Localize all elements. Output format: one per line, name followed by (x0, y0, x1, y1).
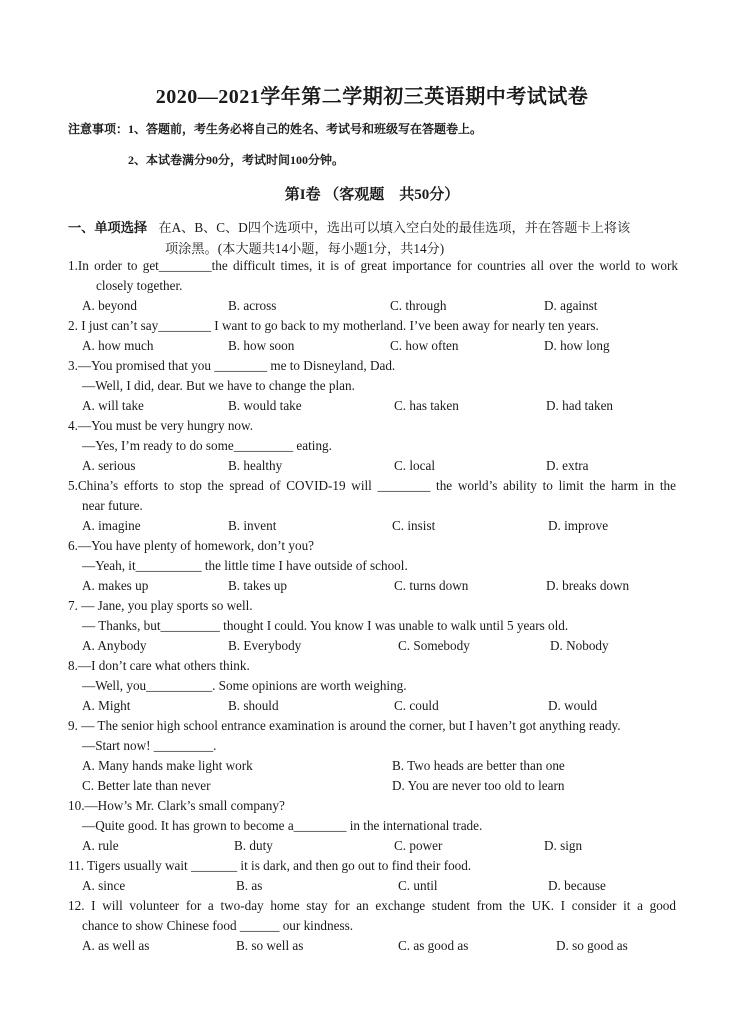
question-5-stem-line-2: near future. (82, 498, 143, 513)
question-5-option-c: C. insist (392, 518, 436, 533)
exam-title: 2020—2021学年第二学期初三英语期中考试试卷 (155, 86, 589, 108)
question-4-option-c: C. local (394, 458, 436, 473)
question-10-stem-line-1: 10.—How’s Mr. Clark’s small company? (68, 798, 285, 813)
question-2-stem-line-1: 2. I just can’t say________ I want to go back to my motherland. I’ve been away for nearly ten years. (68, 318, 599, 333)
question-7-stem-line-1: 7. — Jane, you play sports so well. (68, 598, 253, 613)
question-9-option-b: B. Two heads are better than one (392, 758, 565, 773)
question-9-option-a: A. Many hands make light work (82, 758, 253, 773)
question-8-stem-line-2: —Well, you__________. Some opinions are worth weighing. (82, 678, 407, 693)
question-4-option-a: A. serious (82, 458, 136, 473)
question-7-option-c: C. Somebody (398, 638, 470, 653)
question-7-option-a: A. Anybody (82, 638, 147, 653)
question-8-option-a: A. Might (82, 698, 131, 713)
question-3-option-a: A. will take (82, 398, 144, 413)
question-11-option-c: C. until (398, 878, 438, 893)
question-11-option-d: D. because (548, 878, 606, 893)
question-6-option-d: D. breaks down (546, 578, 630, 593)
question-5-stem-line-1: 5.China’s efforts to stop the spread of COVID-19 will ________ the world’s ability to limit the harm in the (68, 478, 676, 493)
question-10-option-a: A. rule (82, 838, 119, 853)
question-2-option-b: B. how soon (228, 338, 295, 353)
question-12-option-c: C. as good as (398, 938, 469, 953)
question-2-option-d: D. how long (544, 338, 610, 353)
question-5-option-d: D. improve (548, 518, 609, 533)
instruction-note-1: 注意事项：1、答题前，考生务必将自己的姓名、考试号和班级写在答题卷上。 (68, 122, 483, 136)
question-4-stem-line-2: —Yes, I’m ready to do some_________ eating. (82, 438, 332, 453)
part-heading: 第I卷 （客观题 共50分） (284, 187, 460, 203)
section-instruction-line-2: 项涂黑。(本大题共14小题，每小题1分，共14分) (165, 241, 445, 256)
question-11-option-a: A. since (82, 878, 126, 893)
question-1-option-b: B. across (228, 298, 277, 313)
question-4-stem-line-1: 4.—You must be very hungry now. (68, 418, 253, 433)
instruction-note-2: 2、本试卷满分90分，考试时间100分钟。 (128, 153, 345, 167)
question-7-stem-line-2: — Thanks, but_________ thought I could. You know I was unable to walk until 5 years old. (82, 618, 569, 633)
section-heading: 一、单项选择 (68, 220, 148, 235)
question-4-option-d: D. extra (546, 458, 589, 473)
question-6-stem-line-2: —Yeah, it__________ the little time I have outside of school. (82, 558, 408, 573)
question-12-option-b: B. so well as (236, 938, 304, 953)
question-9-option-d: D. You are never too old to learn (392, 778, 565, 793)
question-1-option-a: A. beyond (82, 298, 137, 313)
question-6-stem-line-1: 6.—You have plenty of homework, don’t you? (68, 538, 315, 553)
question-12-stem-line-2: chance to show Chinese food ______ our kindness. (82, 918, 354, 933)
section-instructions (68, 217, 630, 236)
question-10-stem-line-2: —Quite good. It has grown to become a________ in the international trade. (82, 818, 483, 833)
question-4-option-b: B. healthy (228, 458, 283, 473)
question-12-stem-line-1: 12. I will volunteer for a two-day home stay for an exchange student from the UK. I consider it a good (68, 898, 676, 913)
question-1-option-d: D. against (544, 298, 598, 313)
question-9-stem-line-2: —Start now! _________. (82, 738, 217, 753)
question-8-option-b: B. should (228, 698, 279, 713)
question-6-option-b: B. takes up (228, 578, 287, 593)
question-1-option-c: C. through (390, 298, 447, 313)
question-7-option-d: D. Nobody (550, 638, 609, 653)
question-8-option-d: D. would (548, 698, 598, 713)
question-11-option-b: B. as (236, 878, 263, 893)
question-10-option-d: D. sign (544, 838, 583, 853)
question-3-stem-line-2: —Well, I did, dear. But we have to change the plan. (82, 378, 355, 393)
question-1-stem-line-2: closely together. (96, 278, 183, 293)
question-10-option-b: B. duty (234, 838, 273, 853)
question-2-option-a: A. how much (82, 338, 154, 353)
question-5-option-a: A. imagine (82, 518, 141, 533)
question-12-option-d: D. so good as (556, 938, 628, 953)
question-3-stem-line-1: 3.—You promised that you ________ me to Disneyland, Dad. (68, 358, 396, 373)
question-5-option-b: B. invent (228, 518, 277, 533)
question-11-stem-line-1: 11. Tigers usually wait _______ it is dark, and then go out to find their food. (68, 858, 472, 873)
question-12-option-a: A. as well as (82, 938, 150, 953)
question-2-option-c: C. how often (390, 338, 459, 353)
question-10-option-c: C. power (394, 838, 443, 853)
question-6-option-a: A. makes up (82, 578, 149, 593)
question-3-option-c: C. has taken (394, 398, 459, 413)
question-6-option-c: C. turns down (394, 578, 469, 593)
question-9-option-c: C. Better late than never (82, 778, 211, 793)
question-8-stem-line-1: 8.—I don’t care what others think. (68, 658, 250, 673)
question-7-option-b: B. Everybody (228, 638, 302, 653)
question-9-stem-line-1: 9. — The senior high school entrance examination is around the corner, but I haven’t got anything ready. (68, 718, 621, 733)
question-3-option-d: D. had taken (546, 398, 614, 413)
question-1-stem-line-1: 1.In order to get________the difficult times, it is of great importance for countries all over the world to work (68, 258, 678, 273)
question-3-option-b: B. would take (228, 398, 302, 413)
question-8-option-c: C. could (394, 698, 439, 713)
section-instruction-line-1: 在A、B、C、D四个选项中，选出可以填入空白处的最佳选项，并在答题卡上将该 (158, 220, 631, 235)
